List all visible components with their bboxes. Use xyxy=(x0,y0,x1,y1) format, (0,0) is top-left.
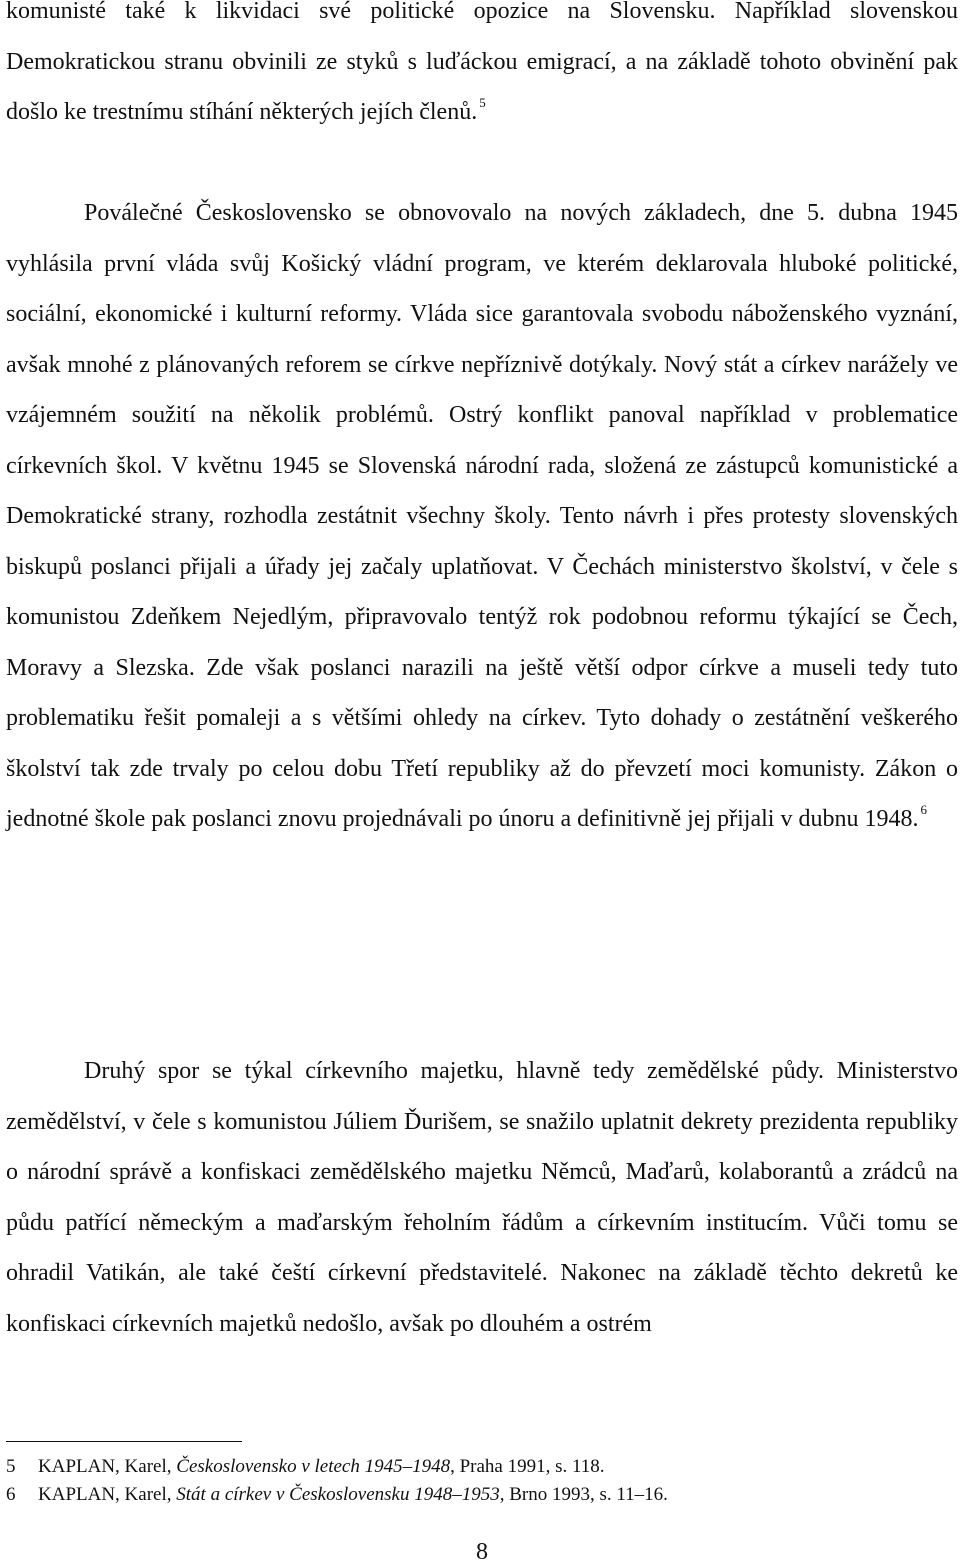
paragraph-3 xyxy=(6,1046,958,1349)
paragraph-2-text: Poválečné Československo se obnovovalo na nových základech, dne 5. dubna 1945 vyhlásila první vláda svůj Košický vládní program, ve kterém deklarovala hluboké politické, sociální, ekonomické i kulturní reformy. Vláda sice garantovala svobodu náboženského vyznání, avšak mnohé z plánovaných reforem se církve nepříznivě dotýkaly. Nový stát a církev narážely ve vzájemném soužití na několik problémů. Ostrý konflikt panoval například v problematice církevních škol. V květnu 1945 se Slovenská národní rada, složená ze zástupců komunistické a Demokratické strany, rozhodla zestátnit všechny školy. Tento návrh i přes protesty slovenských biskupů poslanci přijali a úřady jej začaly uplatňovat. V Čechách ministerstvo školství, v čele s komunistou Zdeňkem Nejedlým, připravovalo tentýž rok podobnou reformu týkající se Čech, Moravy a Slezska. Zde však poslanci narazili na ještě větší odpor církve a museli tedy tuto problematiku řešit pomaleji a s většími ohledy na církev. Tyto dohady o zestátnění veškerého školství tak zde trvaly po celou dobu Třetí republiky až do převzetí moci komunisty. Zákon o jednotné škole pak poslanci znovu projednávali po únoru a definitivně jej přijali v dubnu 1948. xyxy=(6,200,958,832)
footnote-6 xyxy=(6,1481,958,1509)
footnotes xyxy=(6,1453,958,1509)
page-number: 8 xyxy=(476,1539,488,1565)
footnote-separator xyxy=(6,1441,242,1442)
footnote-author: KAPLAN, Karel, xyxy=(38,1484,172,1505)
footnote-title: Československo v letech 1945–1948 xyxy=(176,1456,451,1477)
footnote-ref-6[interactable]: 6 xyxy=(920,802,927,817)
footnote-publication: , Praha 1991, s. 118. xyxy=(450,1456,605,1477)
footnote-title: Stát a církev v Československu 1948–1953 xyxy=(176,1484,500,1505)
paragraph-3-text: Druhý spor se týkal církevního majetku, hlavně tedy zemědělské půdy. Ministerstvo zemědělství, v čele s komunistou Júliem Ďurišem, se snažilo uplatnit dekrety prezidenta republiky o národní správě a konfiskaci zemědělského majetku Němců, Maďarů, kolaborantů a zrádců na půdu patřící německým a maďarským řeholním řádům a církevním institucím. Vůči tomu se ohradil Vatikán, ale také čeští církevní představitelé. Nakonec na základě těchto dekretů ke konfiskaci církevních majetků nedošlo, avšak po dlouhém a ostrém xyxy=(6,1058,958,1337)
paragraph-2 xyxy=(6,188,958,848)
footnote-author: KAPLAN, Karel, xyxy=(38,1456,172,1477)
paragraph-1-text: komunisté také k likvidaci své politické opozice na Slovensku. Například slovenskou Demokratickou stranu obvinili ze styků s luďáckou emigrací, a na základě tohoto obvinění pak došlo ke trestnímu stíhání některých jejích členů. xyxy=(6,0,958,125)
footnote-number: 6 xyxy=(6,1484,16,1505)
footnote-number: 5 xyxy=(6,1456,16,1477)
footnote-ref-5[interactable]: 5 xyxy=(479,95,486,110)
footnote-publication: , Brno 1993, s. 11–16. xyxy=(499,1484,668,1505)
footnote-5 xyxy=(6,1453,958,1481)
paragraph-1 xyxy=(6,0,958,141)
